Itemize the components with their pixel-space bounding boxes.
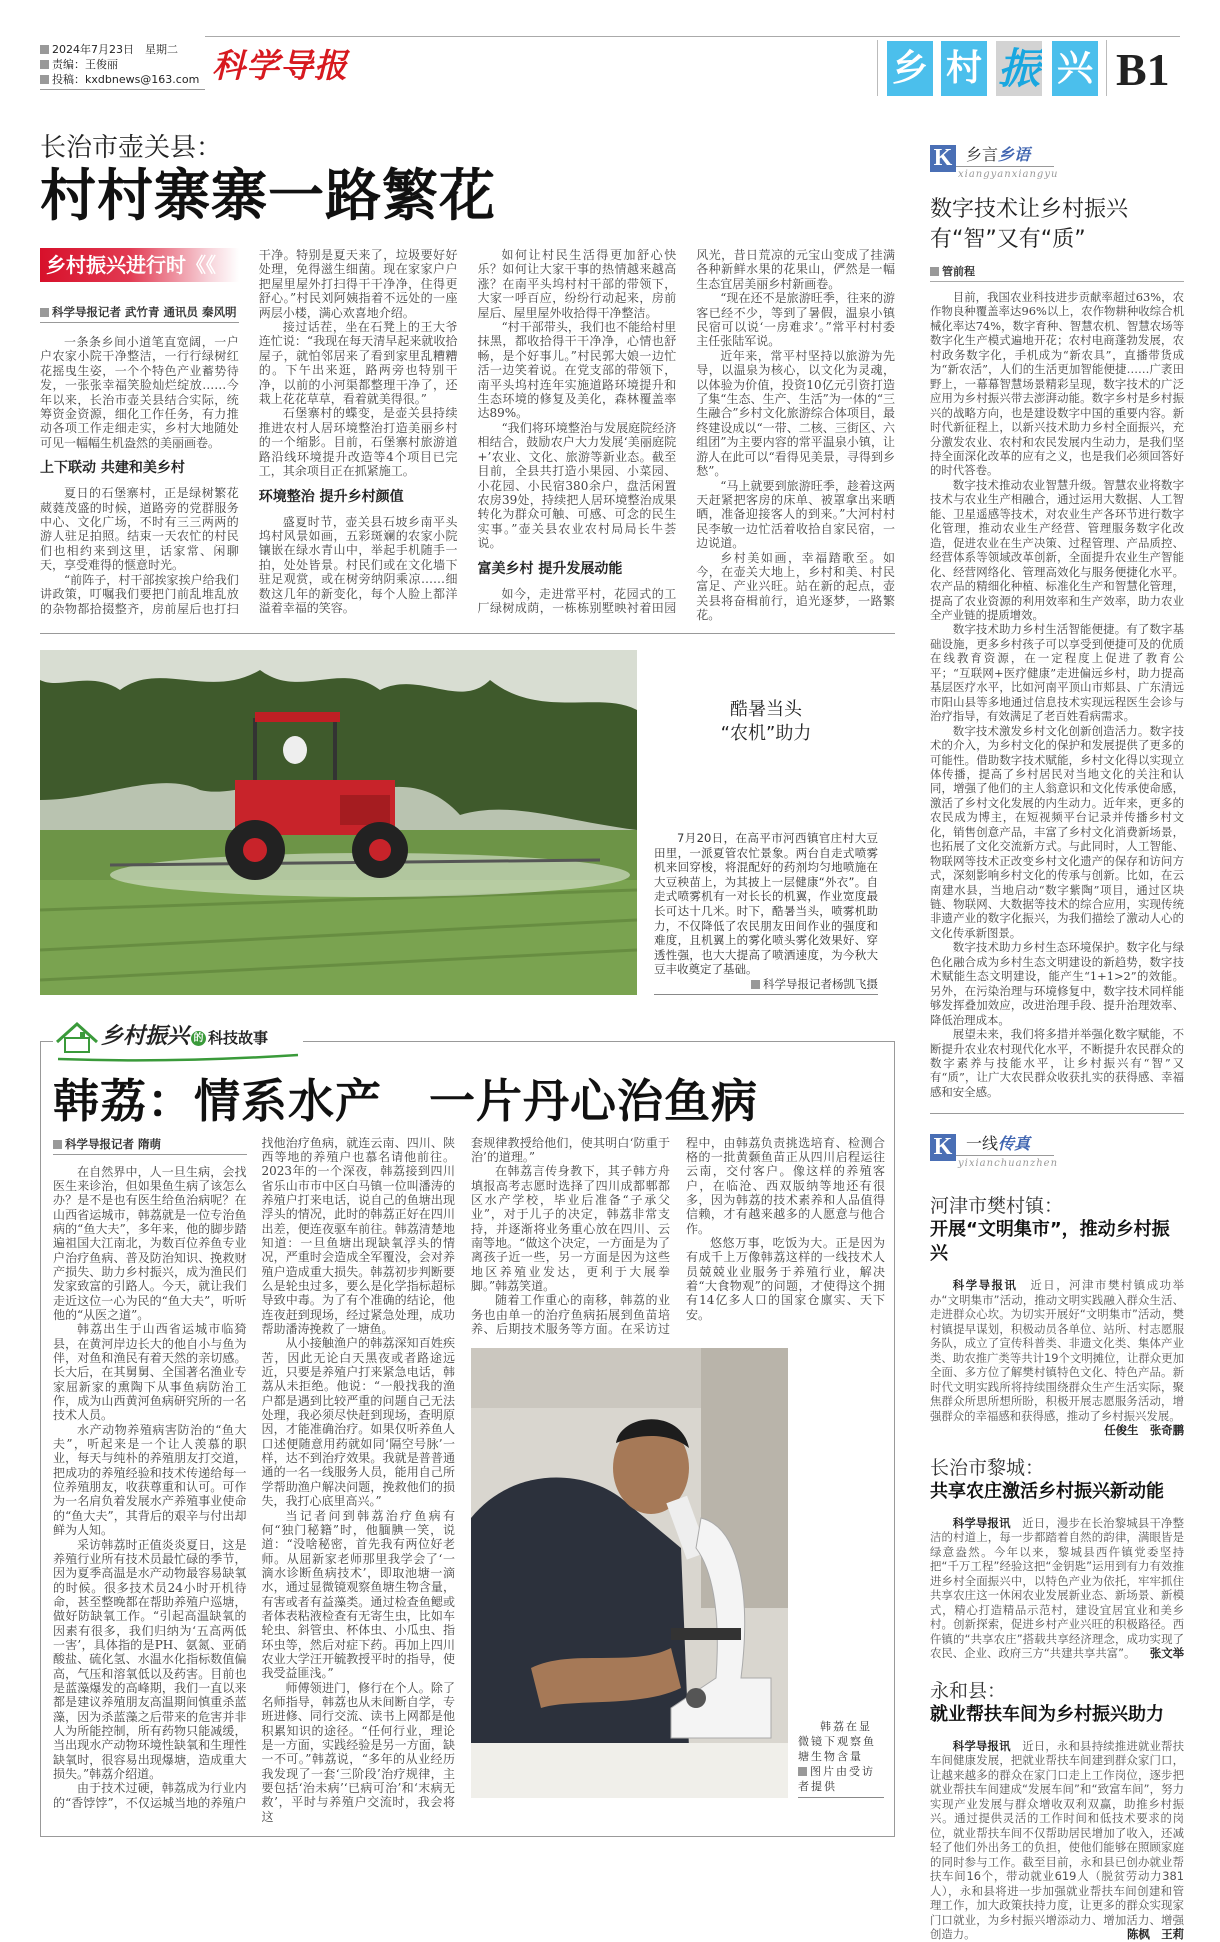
paragraph: 数字技术助力乡村生活智能便捷。有了数字基础设施，更多乡村孩子可以享受到便捷可及的优质在线教育资源，在一定程度上促进了教育公平；“互联网+医疗健康”走进偏远乡村，助力提高基层医疗水平，比如河南平顶山市郏县、广东清远市阳山县等多地通过信息技术实现远程医生会诊与治疗指导，有效满足了老百姓看病需求。 [930,622,1184,724]
paragraph: 数字技术助力乡村生态环境保护。数字化与绿色化融合成为乡村生态文明建设的新趋势，数字技术赋能生态文明建设，能产生“1+1>2”的效能。另外，在污染治理与环境修复中，数字技术同样能够发挥叠加效应，改进治理手段、提升治理效率、降低治理成本。 [930,940,1184,1027]
column-banner: 乡村振兴进行时《《 [40,248,239,282]
paragraph: 如今，走进常平村，花园式的工厂绿树成荫，一栋栋别墅映衬着田园风光，昔日荒凉的元宝山变成了挂满各种新鲜水果的花果山，俨然是一幅生态宜居美丽乡村新画卷。 [477,248,895,615]
column-label-b: 乡语 [998,145,1031,164]
series-title [101,1022,268,1052]
photo-feature-side [637,650,895,995]
photo-credit [751,977,878,992]
opinion-column-header [930,145,1184,187]
bullet-square-icon [40,308,49,317]
newspaper-logo: 科学导报 [212,46,348,85]
photo-feature-title [637,698,895,746]
photo2-caption-text: 韩荔在显微镜下观察鱼塘生物含量 [798,1720,876,1764]
paragraph: “前阵子，村干部挨家挨户给我们讲政策，叮嘱我们要把门前乱堆乱放的杂物都拾掇整齐，房前屋后也打扫干净。特别是夏天来了，垃圾要好好处理，免得滋生细菌。现在家家户户把屋里屋外打扫得干干净净，住得更舒心。”村民刘阿姨指着不远处的一座两层小楼，满心欢喜地介绍。 [40,248,458,616]
brief-authors: 陈枫 王莉 [1127,1927,1184,1942]
briefs-column-label [966,1134,1030,1154]
briefs-label-rule [956,1155,1054,1156]
brief-kicker: 永和县： [930,1679,1007,1702]
microscope-photo [471,1348,788,1798]
editor-line [40,57,205,72]
tech-story-frame [40,1022,895,1838]
main-column [40,132,895,1837]
photo2-credit [798,1764,884,1794]
briefs-pinyin: yixianchuanzhen [958,1158,1059,1170]
right-column-divider [930,1113,1184,1114]
section-char-2: 村 [941,41,987,96]
photo-caption-text: 7月20日，在高平市河西镇官庄村大豆田里，一派夏管农忙景象。两台自走式喷雾机来回穿梭，将混配好的药剂均匀地喷施在大豆秧苗上，为其披上一层健康“外衣”。自走式喷雾机有一对长长的机翼，作业宽度最长可达十几米。时下，酷暑当头，喷雾机助力，不仅降低了农民朋友田间作业的强度和难度，且机翼上的雾化喷头雾化效果好、穿透性强，也大大提高了喷洒速度，为今秋大豆丰收奠定了基础。 [654,831,878,977]
section-char-3: 振 [996,41,1042,96]
byline-text: 科学导报记者 武竹青 通讯员 秦风明 [52,305,237,319]
subheading: 富美乡村 提升发展动能 [477,560,623,577]
editor: 责编：王俊丽 [52,58,118,71]
subheading: 上下联动 共建和美乡村 [40,460,185,477]
photo-caption [654,831,878,995]
paragraph: 在自然界中，人一旦生病，会找医生来诊治，但如果鱼生病了该怎么办？是不是也有医生给鱼治病呢？在山西省运城市，韩荔就是一位专治鱼病的“鱼大夫”，多年来，他的脚步踏遍祖国大江南北，为数百位养鱼专业户治疗鱼病、普及防治知识、挽救财产损失、助力乡村振兴，成为渔民们发家致富的引路人。今天，就让我们走近这位一心为民的“鱼大夫”，听听他的“从医之道”。 [53,1164,247,1322]
paragraph: 悠悠万事，吃饭为大。正是因为有成千上万像韩荔这样的一线技术人员兢兢业业服务于养殖行业，解决着“大食物观”的问题，才使得这个拥有14亿多人口的国家仓廪实、天下安。 [686,1235,885,1322]
brief-text: 近日，永和县持续推进就业帮扶车间健康发展，把就业帮扶车间建到群众家门口，让越来越多的群众在家门口走上工作岗位，逐步把就业帮扶车间建成“发展车间”和“致富车间”，努力实现产业发展与群众增收双利双赢，助推乡村振兴。通过提供灵活的工作时间和低技术要求的岗位，就业帮扶车间不仅帮助居民增加了收入，还减轻了他们外出务工的负担，使他们能够在照顾家庭的同时参与工作。截至目前，永和县已创办就业帮扶车间16个，带动就业619人（脱贫劳动力381人），永和县将进一步加强就业帮扶车间创建和管理工作，加大政策扶持力度，让更多的群众实现家门口就业，为乡村振兴增添动力、增加活力、增强创造力。 [930,1738,1184,1942]
photo-feature [40,650,895,995]
paragraph: 数字技术激发乡村文化创新创造活力。数字技术的介入，为乡村文化的保护和发展提供了更多的可能性。借助数字技术赋能，乡村文化得以实现立体传播，提高了乡村居民对当地文化的关注和认同，增强了他们的主人翁意识和文化传承使命感，激活了乡村文化发展的内生动力。近年来，更多的农民成为博主，在短视频平台记录并传播乡村文化，销售创意产品，丰富了乡村文化消费新场景，也拓展了文化交流新方式。与此同时，人工智能、物联网等技术正改变乡村文化遗产的保存和访问方式，深刻影响乡村文化的传承与创新。比如，在云南建水县，当地启动“数字紫陶”项目，通过区块链、物联网、大数据等技术的综合应用，实现传统非遗产业的数字化振兴，为我们描绘了激动人心的文化传承新图景。 [930,723,1184,940]
bullet-square-icon [751,980,760,989]
paragraph: 石堡寨村的蝶变，是壶关县持续推进农村人居环境整治打造美丽乡村的一个缩影。目前，石堡寨村旅游道路沿线环境提升改造等4个项目已完工，其余项目正在抓紧施工。 [258,406,458,479]
k-column-icon: K [930,145,956,172]
brief-body [930,1516,1184,1661]
paragraph: 套规律教授给他们，使其明白‘防重于治’的道理。” [471,1135,670,1164]
brief-text: 近日，河津市樊村镇成功举办“文明集市”活动，推动文明实践融入群众生活、走进群众心坎。为切实开展好“文明集市”活动，樊村镇提早谋划，积极动员各单位、站所、村志愿服务队，成立了宣传科普类、非遗文化类、集体产业类、助农推广类等共计19个文明摊位，让群众更加全面、多方位了解樊村镇特色文化、特色产品。新时代文明实践所将持续围绕群众生产生活实际，聚焦群众所思所想所盼，积极开展志愿服务活动，增强群众的幸福感和获得感，推动了乡村振兴发展。 [930,1278,1184,1423]
article2-title: 韩荔：情系水产 一片丹心治鱼病 [53,1073,758,1128]
section-divider [40,633,895,634]
section-divider-right [1106,40,1107,96]
paragraph: 师傅领进门，修行在个人。除了名师指导，韩荔也从未间断自学，专班进修、同行交流、读书上网都是他积累知识的途径。“任何行业，理论是一方面，实践经验是另一方面，缺一不可。”韩荔说，“多年的从业经历我发现了一套‘三阶段’治疗规律，主要包括‘治未病’‘已病可治’和‘末病无救’，平时与养殖户交流时，我会将这 [261,1680,455,1824]
brief-authors: 张文举 [1149,1646,1184,1661]
opinion-title-line1: 数字技术让乡村振兴 [930,197,1129,222]
column-pinyin: xiangyanxiangyu [958,169,1059,180]
byline-text: 科学导报记者 隋萌 [65,1136,162,1151]
section-char-4: 兴 [1052,41,1098,96]
paragraph: 乡村美如画，幸福踏歌至。如今，在壶关大地上，乡村和美、村民富足、产业兴旺。站在新的起点，壶关县将奋楫前行，追光逐梦，一路繁花。 [696,550,895,623]
article2-body-left [53,1136,455,1825]
paragraph: “村干部带头，我们也不能给村里抹黑，都收拾得干干净净，心情也舒畅，是个好事儿。”村民郭大娘一边忙活一边笑着说。在党支部的带领下，南平头坞村连年实施道路环境提升和生态环境的修复及美化，森林覆盖率达89%。 [477,320,677,421]
brief-title: 就业帮扶车间为乡村振兴助力 [930,1703,1164,1725]
section-divider-left [877,40,878,96]
article2-columns [53,1136,884,1825]
bullet-square-icon [53,1140,62,1149]
submission-email: 投稿：kxdbnews@163.com [52,73,200,86]
column-label-a: 乡言 [966,145,999,164]
article2-right [471,1136,885,1799]
brief-body [930,1278,1184,1438]
right-column [930,145,1184,1942]
photo-title-line2: “农机”助力 [720,722,812,744]
paragraph: 盛夏时节，壶关县石坡乡南平头坞村风景如画，五彩斑斓的农家小院镶嵌在绿水青山中，举起手机随手一拍，处处皆景。村民们或在文化墙下驻足观赏，或在树旁纳阴乘凉……细数这几年的新变化，每个人脸上都洋溢着幸福的笑容。 [258,514,458,615]
brief-source: 科学导报讯 [952,1738,1011,1753]
article2-photo-row [471,1348,885,1798]
page-number: B1 [1116,44,1170,95]
masthead-rule [205,36,1180,37]
brief-source: 科学导报讯 [952,1515,1011,1530]
paragraph: 接过话茬，坐在石凳上的王大爷连忙说：“我现在每天清早起来就收拾屋子，就怕邻居来了看到家里乱糟糟的。下午出来逛，路两旁也特别干净，以前的小河渠都整理干净了，还栽上花花草草，看着就美得很。” [258,320,458,407]
photo2-caption [798,1719,884,1798]
article2-paragraphs-a [53,1136,455,1825]
brief-kicker: 长治市黎城： [930,1456,1045,1479]
article1-kicker: 长治市壶关县： [40,133,223,163]
paragraph: “现在还不是旅游旺季，往来的游客已经不少，等到了暑假，温泉小镇民宿可以说‘一房难求’。”常平村村委主任张陆军说。 [696,291,895,349]
column-label-rule [956,166,1054,167]
paragraph: 如何让村民生活得更加舒心快乐？如何让大家干事的热情越来越高涨？在南平头坞村村干部的带领下，大家一呼百应，纷纷行动起来，房前屋后、屋里屋外收拾得干净整洁。 [477,248,677,320]
brief-title: 共享农庄激活乡村振兴新动能 [930,1480,1164,1502]
submission-line [40,72,205,87]
subheading: 环境整治 提升乡村颜值 [258,488,404,505]
series-label-a: 乡村振兴 [101,1022,190,1049]
brief-kicker: 河津市樊村镇： [930,1195,1064,1218]
paragraph: 采访韩荔时正值炎炎夏日，这是养殖行业所有技术员最忙碌的季节，因为夏季高温是水产动物最容易缺氧的时候。很多技术员24小时开机待命，甚至整晚都在帮助养殖户巡塘，做好防缺氧工作。“引起高温缺氧的因素有很多，我们归纳为‘五高两低一害’，具体指的是PH、氨氮、亚硝酸盐、硫化氢、水温水化指标数值偏高，气压和溶氧低以及药害。目前也是蓝藻爆发的高峰期，我们一直以来都是建议养殖朋友高温期间慎重杀蓝藻，因为杀蓝藻之后带来的危害并非人为所能控制，所有药物只能减缓，当出现水产动物环境性缺氧和生理性缺氧时，很容易出现爆塘，造成重大损失。”韩荔介绍道。 [53,1537,247,1781]
series-swoosh [53,1053,303,1063]
article1-byline [40,304,239,323]
paragraph: 当记者问到韩荔治疗鱼病有何“独门秘籍”时，他腼腆一笑，说道：“没啥秘密，首先我有两位好老师。从屈新家老师那里我学会了‘一滴水诊断鱼病技术’，即取池塘一滴水，通过显微镜观察鱼塘生物含量，有害或者有益藻类。通过检查鱼鳃或者体表粘液检查有无寄生虫，比如车轮虫、斜管虫、杯体虫、小瓜虫、指环虫等，然后对症下药。再加上四川农业大学汪开毓教授平时的指导，使我受益匪浅。” [261,1508,455,1681]
opinion-author: 管前程 [942,265,975,278]
series-label-b: 科技故事 [208,1028,269,1047]
article2-body-right [471,1136,885,1337]
paragraph: 由于技术过硬，韩荔成为行业内的“香饽饽”，不仅运城当地的养殖户找他治疗鱼病，就连云南、四川、陕西等地的养殖户也慕名请他前往。2023年的一个深夜，韩荔接到四川省乐山市市中区白马镇一位叫潘涛的养殖户打来电话，说自己的鱼塘出现浮头的情况，此时的韩荔正好在四川出差，便连夜驱车前往。韩荔清楚地知道：一旦鱼塘出现缺氧浮头的情况，严重时会造成全军覆没，会对养殖户造成重大损失。韩荔初步判断要么是轮虫过多，要么是化学指标超标导致中毒。为了有个准确的结论，他连夜赶到现场，经过紧急处理，成功帮助潘涛挽救了一塘鱼。 [53,1135,455,1810]
brief-title: 开展“文明集市”，推动乡村振兴 [930,1219,1170,1265]
brief-item-2 [930,1456,1184,1661]
bullet-square-icon [40,75,49,84]
opinion-body [930,290,1184,1099]
paragraph: 从小接触渔户的韩荔深知百姓疾苦，因此无论白天黑夜或者路途远近，只要是养殖户打来紧急电话，韩荔从未拒绝。他说：“一般找我的渔户都是遇到比较严重的问题自己无法处理，我必须尽快赶到现场，查明原因，才能准确治疗。如果仅听养鱼人口述便随意用药就如同‘隔空号脉’一样，达不到治疗效果。我就是普普通通的一名一线服务人员，能用自己所学帮助渔户解决问题，挽救他们的损失，我打心底里高兴。” [261,1336,455,1509]
opinion-title [930,195,1184,255]
briefs-label-a: 一线 [966,1134,999,1154]
series-de-badge: 的 [191,1031,206,1046]
section-char-1: 乡 [887,41,933,96]
issue-date-line [40,42,205,57]
bullet-square-icon [930,267,939,276]
article1-title: 村村寨寨一路繁花 [40,164,496,229]
paragraph: 展望未来，我们将多措并举强化数字赋能，不断提升农业农村现代化水平，不断提升农民群众的数字素养与技能水平，让乡村振兴有“智”又有“质”，让广大农民群众收获扎实的获得感、幸福感和安全感。 [930,1027,1184,1099]
paragraph: 一条条乡间小道笔直宽阔，一户户农家小院干净整洁，一行行绿树红花摇曳生姿，一个个特色产业蓄势待发，一张张幸福笑脸灿烂绽放……今年以来，长治市壶关县结合实际，统筹资金资源，细化工作任务，有力推动各项工作走细走实，乡村大地随处可见一幅幅生机盎然的美丽画卷。 [40,335,239,450]
photo2-credit-text: 图片由受访者提供 [798,1765,875,1794]
paragraph: 目前，我国农业科技进步贡献率超过63%，农作物良种覆盖率达96%以上，农作物耕种收综合机械化率达74%，数字育种、智慧农机、智慧农场等数字化生产模式遍地开花；农村电商蓬勃发展，农村政务数字化，手机成为“新农具”，直播带货成为“新农活”，人们的生活更加智能便捷……广袤田野上，一幕幕智慧场景精彩呈现，数字技术的广泛应用为乡村振兴带去澎湃动能。数字乡村是乡村振兴的战略方向，也是建设数字中国的重要内容。新时代新征程上，以新兴技术助力乡村全面振兴，充分激发农业、农村和农民发展内生动力，是我们坚持全面深化改革的应有之义，也是我们必须回答好的时代答卷。 [930,290,1184,478]
bullet-square-icon [40,45,49,54]
brief-source: 科学导报讯 [952,1278,1018,1293]
k-column-icon: K [930,1134,956,1161]
opinion-byline [930,265,1184,282]
opinion-title-line2: 有“智”又有“质” [930,227,1086,252]
series-logo [53,1018,303,1063]
paragraph: 在韩荔言传身教下，其子韩方舟填报高考志愿时选择了四川成都郫都区水产学校，毕业后准备“子承父业”，对于儿子的决定，韩荔非常支持，并逐渐将业务重心放在四川、云南等地。“做这个决定，一方面是为了离孩子近一些，另一方面是因为这些地区养殖业发达，更利于大展拳脚。”韩荔笑道。 [471,1164,670,1293]
article2-byline [53,1136,247,1155]
brief-body [930,1739,1184,1942]
bullet-square-icon [798,1767,807,1776]
paragraph: 随着工作重心的南移，韩荔的业务也由单一的治疗鱼病拓展到鱼苗培养、后期技术服务等方面。在采访过程中，由韩荔负责挑选培育、检测合格的一批黄颡鱼苗正从四川启程运往云南，交付客户。像这样的养殖客户，在临沧、西双版纳等地还有很多，因为韩荔的技术素养和人品值得信赖，才有越来越多的人愿意与他合作。 [471,1135,885,1337]
brief-authors: 任俊生 张奇鹏 [1104,1423,1184,1438]
paragraph: “马上就要到旅游旺季，趁着这两天赶紧把客房的床单、被罩拿出来晒晒，准备迎接客人的到来。”大河村村民李敏一边忙活着收拾自家民宿，一边说道。 [696,478,895,551]
tractor-spraying-photo [40,650,637,995]
issue-date: 2024年7月23日 星期二 [52,43,178,56]
column-label [966,145,1030,165]
paragraph: 数字技术推动农业智慧升级。智慧农业将数字技术与农业生产相融合，通过运用大数据、人工智能、卫星遥感等技术，对农业生产各环节进行数字化管理，推动农业生产经营、管理服务数字化改造，促进农业在生产决策、过程管理、产品质控、经营体系等领域改革创新，全面提升农业生产智能化、经营网络化、管理高效化与服务便捷化水平。农产品的精细化种植、标准化生产和智慧化管理，提高了农业资源的利用效率和生产效率，助力农业全产业链的提质增效。 [930,477,1184,622]
paragraph: 近年来，常平村坚持以旅游为先导，以温泉为核心，以文化为灵魂，以体验为价值，投资10亿元引资打造了集“生态、生产、生活”为一体的“三生融合”乡村文化旅游综合体项目，最终建设成以“一带、二核、三街区、六组团”为主要内容的常平温泉小镇，让游人在此可以“看得见美景，寻得到乡愁”。 [696,348,895,479]
brief-text: 近日，漫步在长治黎城县干净整洁的村道上，每一步都踏着自然的韵律，满眼皆是绿意盎然。今年以来，黎城县西仵镇党委坚持把“千万工程”经验这把“金钥匙”运用到有力有效推进乡村全面振兴中，以特色产业为依托，牢牢抓住共享农庄这一休闲农业发展新业态、新场景、新模式，精心打造精品示范村，建设宜居宜业和美乡村。创新探索，促进乡村产业兴旺的积极路径。西仵镇的“共享农庄”搭载共享经济理念，成功实现了农民、企业、政府三方“共建共享共富”。 [930,1515,1184,1661]
photo-credit-text: 科学导报记者杨凯飞摄 [763,976,878,991]
article1-body [40,248,895,623]
brief-item-3 [930,1679,1184,1942]
paragraph: 韩荔出生于山西省运城市临猗县，在黄河岸边长大的他自小与鱼为伴，对鱼和渔民有着天然的亲切感。长大后，在其舅舅、全国著名渔业专家屈新家的熏陶下从事鱼病防治工作，成为山西黄河鱼病研究所的一名技术人员。 [53,1322,247,1423]
photo-title-line1: 酷暑当头 [730,698,802,720]
briefs-label-b: 传真 [998,1134,1031,1154]
paragraph: “我们将环境整治与发展庭院经济相结合，鼓励农户大力发展‘美丽庭院+’农业、文化、旅游等新业态。截至目前，全县共打造小果园、小菜园、小花园、小民宿380余户，盘活闲置农房39处，持续把人居环境整治成果转化为群众可触、可感、可念的民生实事。”壶关县农业农村局局长牛荟说。 [477,420,677,551]
briefs-column-header [930,1134,1184,1176]
issue-info [40,42,205,90]
bullet-square-icon [40,60,49,69]
brief-item-1 [930,1194,1184,1438]
paragraph: 夏日的石堡寨村，正是绿树繁花葳蕤茂盛的时候，道路旁的党群服务中心、文化广场，不时有三三两两的游人驻足拍照。结束一天农忙的村民们也相约来到这里，话家常、闲聊天，享受难得的惬意时光。 [40,486,239,573]
paragraph: 水产动物养殖病害防治的“鱼大夫”，听起来是一个让人羡慕的职业，每天与纯朴的养殖朋友打交道，把成功的养殖经验和技术传递给每一位养殖朋友，收获尊重和认可。可作为一名肩负着发展水产养殖事业使命的“鱼大夫”，其背后的艰辛与付出却鲜为人知。 [53,1422,247,1538]
